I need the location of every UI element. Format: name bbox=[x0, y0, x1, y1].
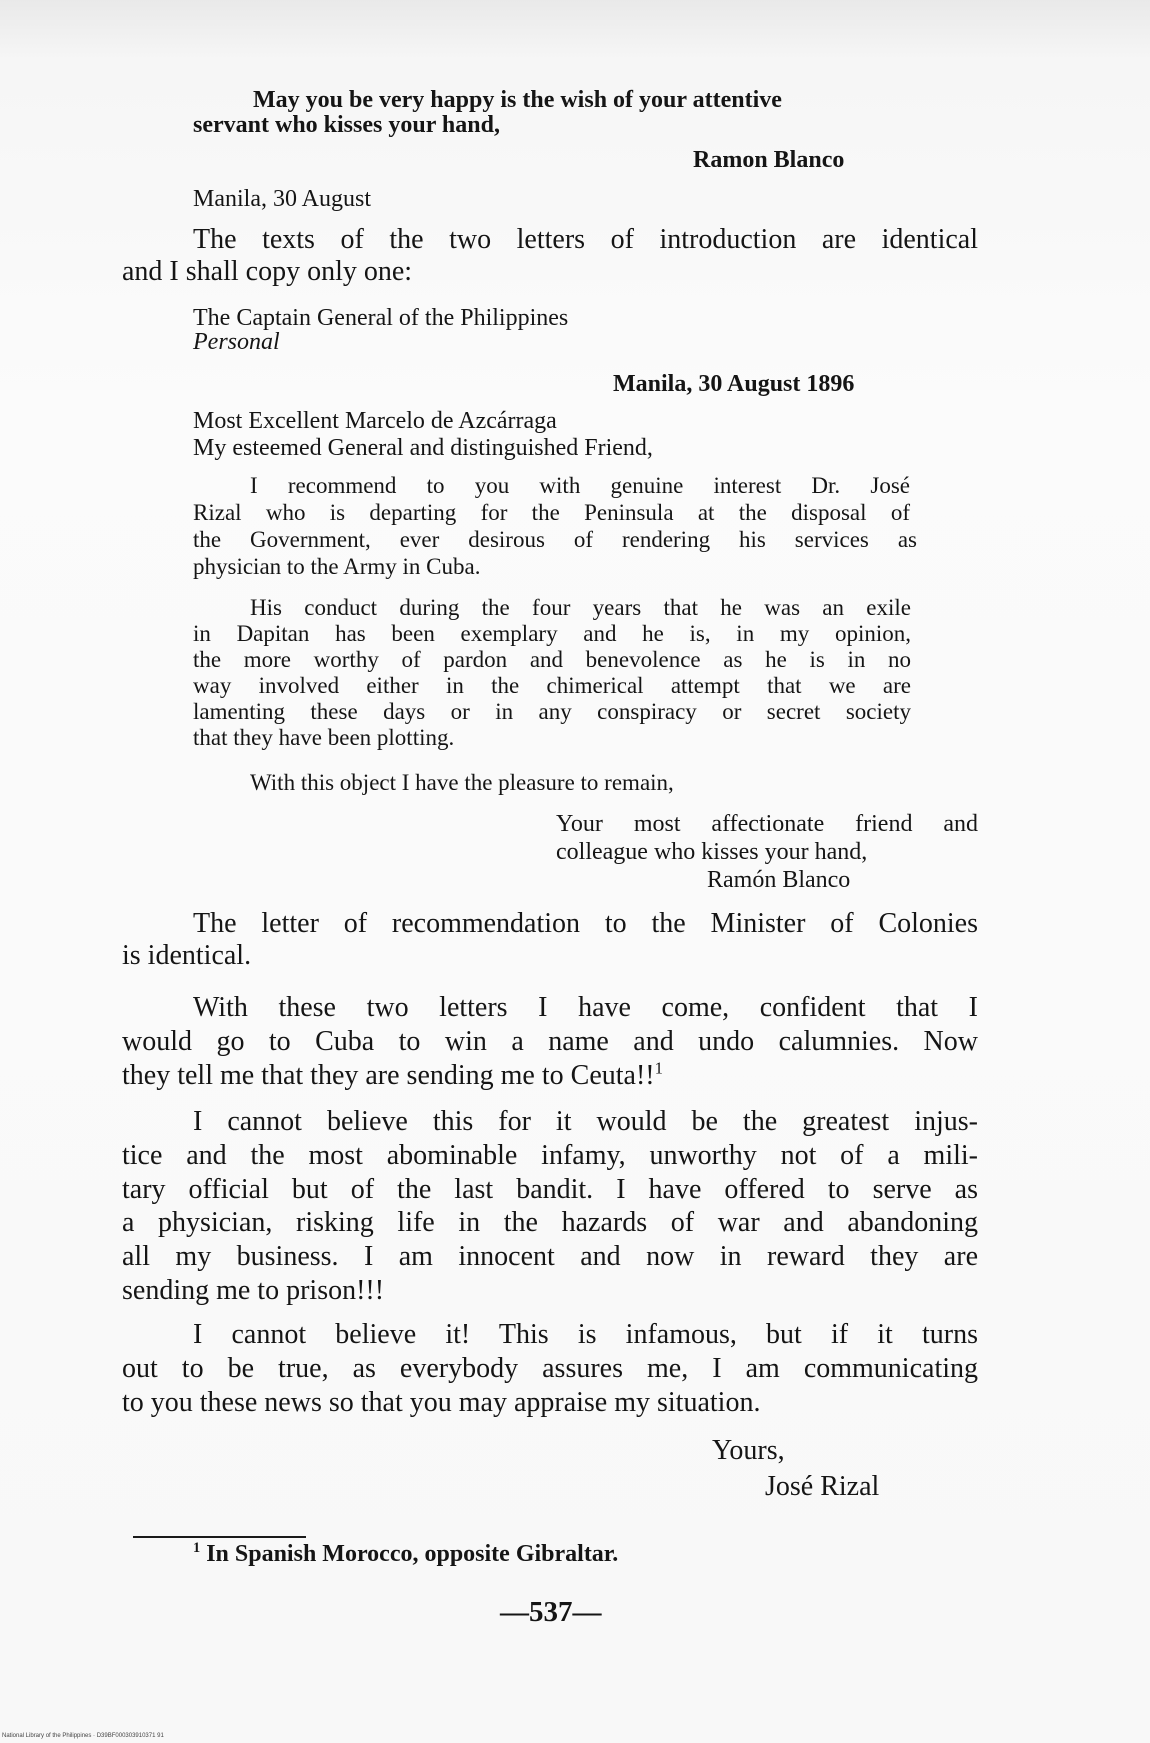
body-signature: José Rizal bbox=[765, 1471, 880, 1502]
prev-closing-line2: servant who kisses your hand, bbox=[193, 112, 500, 138]
letter-para2-line: that they have been plotting. bbox=[193, 725, 455, 750]
body-para1-line: is identical. bbox=[122, 940, 252, 971]
body-para2-line: would go to Cuba to win a name and undo calumnies. Now bbox=[122, 1026, 978, 1057]
body-para1-line: The letter of recommendation to the Minister of Colonies bbox=[193, 908, 978, 939]
body-para4-line: out to be true, as everybody assures me, I am communicating bbox=[122, 1353, 978, 1384]
intro-line2: and I shall copy only one: bbox=[122, 256, 413, 287]
letter-para1-line: the Government, ever desirous of rendering his services as bbox=[193, 527, 917, 552]
body-para2-line: With these two letters I have come, confident that I bbox=[193, 992, 978, 1023]
letter-para2-line: His conduct during the four years that he was an exile bbox=[250, 595, 911, 620]
body-para3-line: I cannot believe this for it would be the greatest injus- bbox=[193, 1106, 978, 1137]
body-para3-line: all my business. I am innocent and now in reward they are bbox=[122, 1241, 978, 1272]
letter-addressee: Most Excellent Marcelo de Azcárraga bbox=[193, 408, 557, 434]
prev-closing-line1: May you be very happy is the wish of your attentive bbox=[253, 87, 782, 113]
body-para4-line: I cannot believe it! This is infamous, but if it turns bbox=[193, 1319, 978, 1350]
letter-closing2: colleague who kisses your hand, bbox=[556, 839, 868, 865]
letter-para2-line: the more worthy of pardon and benevolence as he is in no bbox=[193, 647, 911, 672]
body-para3-line: tary official but of the last bandit. I have offered to serve as bbox=[122, 1174, 978, 1205]
letter-para3: With this object I have the pleasure to remain, bbox=[250, 770, 674, 795]
letter-closing1: Your most affectionate friend and bbox=[556, 811, 978, 837]
letter-marking: Personal bbox=[193, 329, 280, 355]
footnote-ref: 1 bbox=[654, 1058, 663, 1078]
letter-para2-line: lamenting these days or in any conspiracy or secret society bbox=[193, 699, 911, 724]
footnote bbox=[193, 1542, 618, 1566]
letter-signature: Ramón Blanco bbox=[707, 867, 851, 893]
body-closing: Yours, bbox=[712, 1435, 785, 1466]
letter-para2-line: way involved either in the chimerical attempt that we are bbox=[193, 673, 911, 698]
letter-para2-line: in Dapitan has been exemplary and he is, in my opinion, bbox=[193, 621, 911, 646]
letter-heading: The Captain General of the Philippines bbox=[193, 305, 569, 331]
letter-para1-line: I recommend to you with genuine interest Dr. José bbox=[250, 473, 910, 498]
body-para3-line: tice and the most abominable infamy, unworthy not of a mili- bbox=[122, 1140, 978, 1171]
intro-line1: The texts of the two letters of introduction are identical bbox=[193, 224, 978, 255]
footnote-divider bbox=[133, 1536, 306, 1538]
letter-para1-line: physician to the Army in Cuba. bbox=[193, 554, 481, 579]
prev-place-date: Manila, 30 August bbox=[193, 186, 371, 212]
body-para2-line bbox=[122, 1058, 663, 1091]
body-para3-line: a physician, risking life in the hazards of war and abandoning bbox=[122, 1207, 978, 1238]
page-number: —537— bbox=[500, 1596, 602, 1628]
letter-dateline: Manila, 30 August 1896 bbox=[613, 371, 855, 397]
footnote-marker: 1 bbox=[193, 1540, 201, 1556]
prev-signature: Ramon Blanco bbox=[693, 147, 845, 173]
letter-para1-line: Rizal who is departing for the Peninsula at the disposal of bbox=[193, 500, 910, 525]
footnote-text: In Spanish Morocco, opposite Gibraltar. bbox=[206, 1541, 619, 1567]
letter-salutation: My esteemed General and distinguished Friend, bbox=[193, 435, 653, 461]
body-para2-text: they tell me that they are sending me to Ceuta!! bbox=[122, 1060, 655, 1091]
body-para3-line: sending me to prison!!! bbox=[122, 1275, 385, 1306]
body-para4-line: to you these news so that you may appraise my situation. bbox=[122, 1387, 761, 1418]
scan-credit: National Library of the Philippines · D39BF000303910371 91 bbox=[2, 1733, 164, 1739]
